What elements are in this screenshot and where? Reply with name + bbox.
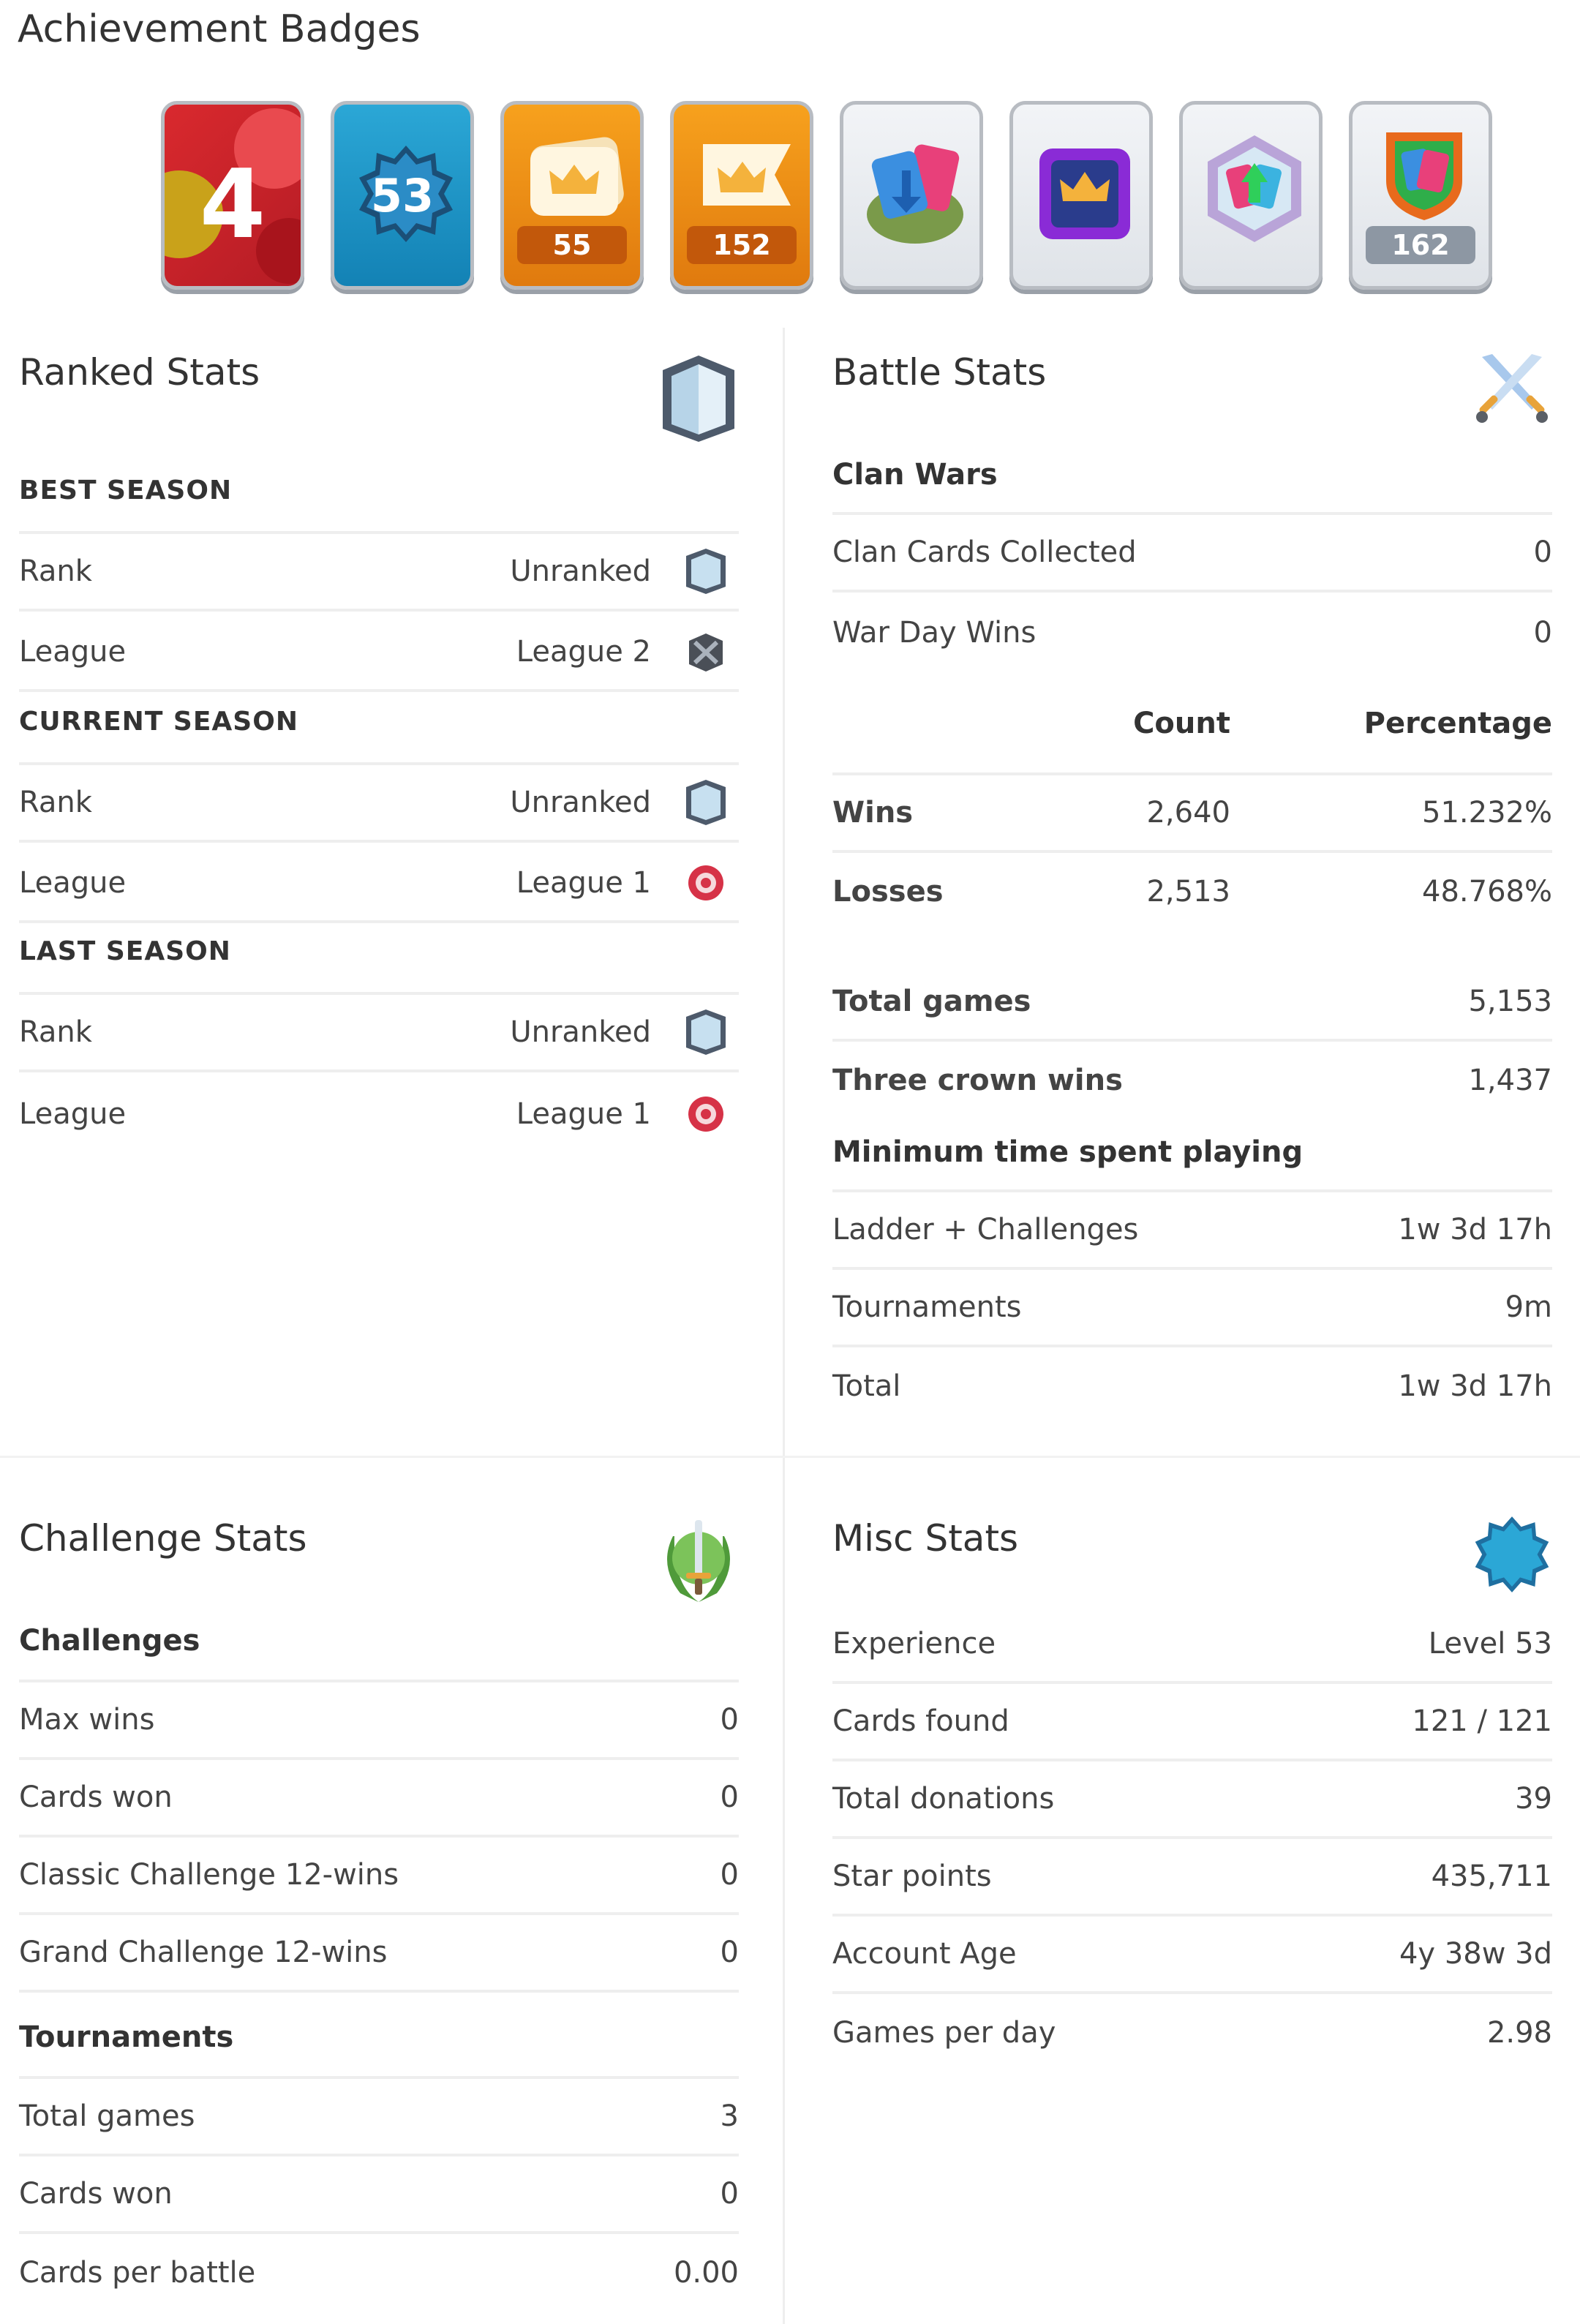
account-age-label: Account Age [832, 1937, 1017, 1971]
current-season-rank-value: Unranked [510, 786, 651, 819]
losses-label: Losses [832, 875, 944, 909]
clan-cards-collected-label: Clan Cards Collected [832, 535, 1137, 569]
grand-banner-crown-icon [693, 134, 798, 222]
war-day-wins-value: 0 [1533, 616, 1552, 650]
card-collection-badge[interactable] [840, 101, 983, 290]
classic-12-wins-badge[interactable] [500, 101, 644, 290]
league-1-icon [683, 859, 729, 907]
losses-row [832, 853, 1552, 930]
crown-frame-icon [1029, 131, 1140, 251]
total-time-value: 1w 3d 17h [1398, 1369, 1552, 1403]
tournament-total-games-label: Total games [19, 2099, 195, 2133]
games-per-day-row [832, 1994, 1552, 2072]
star-points-value: 435,711 [1431, 1859, 1552, 1893]
last-season-league-row [19, 1075, 739, 1153]
tournament-cards-won-label: Cards won [19, 2177, 173, 2211]
challenge-cards-won-row [19, 1760, 739, 1838]
three-crown-wins-row [832, 1042, 1552, 1119]
banner-collection-count: 162 [1366, 226, 1475, 264]
time-spent-heading: Minimum time spent playing [832, 1135, 1304, 1169]
cards-found-label: Cards found [832, 1704, 1009, 1738]
last-season-league-value: League 1 [516, 1097, 651, 1131]
misc-stats-title: Misc Stats [832, 1517, 1019, 1560]
max-wins-row [19, 1682, 739, 1760]
best-season-league-label: League [19, 635, 127, 669]
classic-card-crown-icon [523, 134, 628, 222]
grand-12-wins-count: 152 [687, 226, 797, 264]
challenge-stats-title: Challenge Stats [19, 1517, 307, 1560]
ladder-challenges-value: 1w 3d 17h [1398, 1213, 1552, 1246]
card-collection-icon [858, 134, 972, 251]
tournament-total-games-row [19, 2079, 739, 2156]
tournaments-time-label: Tournaments [832, 1290, 1022, 1324]
tournaments-time-value: 9m [1505, 1290, 1552, 1324]
grand-challenge-value: 0 [720, 1936, 739, 1969]
best-season-rank-value: Unranked [510, 554, 651, 588]
achievement-badges-title: Achievement Badges [18, 7, 421, 51]
total-games-label: Total games [832, 985, 1031, 1018]
total-donations-label: Total donations [832, 1782, 1055, 1816]
wins-row [832, 775, 1552, 853]
losses-count: 2,513 [1146, 875, 1230, 909]
battle-stats-title: Battle Stats [832, 351, 1047, 394]
tournament-cards-won-row [19, 2156, 739, 2234]
games-per-day-value: 2.98 [1486, 2016, 1552, 2050]
account-age-row [832, 1917, 1552, 1994]
ranked-shield-icon [658, 353, 739, 445]
grand-challenge-row [19, 1915, 739, 1993]
emote-collection-icon [1197, 129, 1312, 254]
current-season-league-value: League 1 [516, 866, 651, 900]
banner-collection-badge[interactable] [1349, 101, 1492, 290]
challenge-cards-won-value: 0 [720, 1780, 739, 1814]
cards-found-row [832, 1684, 1552, 1761]
losses-percentage: 48.768% [1422, 875, 1552, 909]
challenge-stats-panel [19, 1510, 739, 2322]
three-crown-wins-value: 1,437 [1468, 1064, 1552, 1097]
league-2-icon [683, 628, 729, 676]
current-season-league-row [19, 846, 739, 923]
tournament-total-games-value: 3 [720, 2099, 739, 2133]
years-played-label: 4 [199, 148, 266, 260]
best-season-rank-row [19, 534, 739, 612]
experience-row [832, 1606, 1552, 1684]
best-season-heading: BEST SEASON [19, 475, 233, 505]
unranked-shield-icon [683, 1008, 729, 1056]
current-season-league-label: League [19, 866, 127, 900]
war-day-wins-row [832, 594, 1552, 672]
cards-found-value: 121 / 121 [1412, 1704, 1552, 1738]
classic-challenge-value: 0 [720, 1858, 739, 1892]
war-day-wins-label: War Day Wins [832, 616, 1037, 650]
tournaments-heading: Tournaments [19, 2020, 234, 2054]
experience-star-icon [1472, 1514, 1552, 1595]
ladder-challenges-label: Ladder + Challenges [832, 1213, 1139, 1246]
level-badge-label: 53 [370, 169, 434, 222]
total-games-row [832, 964, 1552, 1042]
best-season-rank-label: Rank [19, 554, 92, 588]
current-season-heading: CURRENT SEASON [19, 707, 298, 737]
total-donations-value: 39 [1515, 1782, 1552, 1816]
classic-12-wins-count: 55 [517, 226, 627, 264]
laurel-sword-icon [658, 1514, 739, 1605]
last-season-rank-label: Rank [19, 1015, 92, 1049]
clan-wars-heading: Clan Wars [832, 458, 998, 492]
three-crown-wins-label: Three crown wins [832, 1064, 1123, 1097]
star-points-label: Star points [832, 1859, 992, 1893]
current-season-rank-row [19, 765, 739, 843]
grand-challenge-label: Grand Challenge 12-wins [19, 1936, 388, 1969]
ranked-stats-panel [19, 344, 739, 1222]
wins-label: Wins [832, 796, 914, 830]
ranked-stats-title: Ranked Stats [19, 351, 260, 394]
percentage-column-header: Percentage [1363, 707, 1552, 740]
unranked-shield-icon [683, 778, 729, 827]
total-time-row [832, 1347, 1552, 1425]
games-per-day-label: Games per day [832, 2016, 1056, 2050]
banner-shield-icon [1376, 122, 1472, 225]
max-wins-value: 0 [720, 1703, 739, 1737]
last-season-league-label: League [19, 1097, 127, 1131]
classic-challenge-row [19, 1838, 739, 1915]
clan-cards-collected-value: 0 [1533, 535, 1552, 569]
years-played-badge[interactable] [161, 101, 304, 290]
star-points-row [832, 1839, 1552, 1917]
last-season-heading: LAST SEASON [19, 936, 231, 966]
last-season-rank-row [19, 995, 739, 1072]
best-season-league-value: League 2 [516, 635, 651, 669]
crown-badge[interactable] [1009, 101, 1153, 290]
column-divider [783, 328, 785, 2324]
account-age-value: 4y 38w 3d [1399, 1937, 1552, 1971]
experience-value: Level 53 [1428, 1627, 1552, 1661]
total-games-value: 5,153 [1468, 985, 1552, 1018]
wins-percentage: 51.232% [1422, 796, 1552, 830]
cards-per-battle-value: 0.00 [673, 2256, 739, 2290]
experience-label: Experience [832, 1627, 996, 1661]
crossed-swords-icon [1472, 350, 1552, 426]
current-season-rank-label: Rank [19, 786, 92, 819]
battle-stats-panel [832, 344, 1552, 1426]
count-column-header: Count [1133, 707, 1230, 740]
cards-per-battle-label: Cards per battle [19, 2256, 256, 2290]
tournaments-time-row [832, 1270, 1552, 1347]
emote-collection-badge[interactable] [1179, 101, 1323, 290]
unranked-shield-icon [683, 547, 729, 595]
cards-per-battle-row [19, 2234, 739, 2312]
total-donations-row [832, 1761, 1552, 1839]
clan-cards-collected-row [832, 515, 1552, 593]
total-time-label: Total [832, 1369, 901, 1403]
best-season-league-row [19, 614, 739, 692]
misc-stats-panel [832, 1510, 1552, 2168]
last-season-rank-value: Unranked [510, 1015, 651, 1049]
max-wins-label: Max wins [19, 1703, 155, 1737]
row-divider [0, 1456, 1580, 1458]
challenge-cards-won-label: Cards won [19, 1780, 173, 1814]
challenges-heading: Challenges [19, 1624, 200, 1658]
ladder-challenges-row [832, 1192, 1552, 1270]
wins-count: 2,640 [1146, 796, 1230, 830]
classic-challenge-label: Classic Challenge 12-wins [19, 1858, 399, 1892]
grand-12-wins-badge[interactable] [670, 101, 813, 290]
league-1-icon [683, 1090, 729, 1138]
tournament-cards-won-value: 0 [720, 2177, 739, 2211]
level-badge[interactable] [331, 101, 474, 290]
